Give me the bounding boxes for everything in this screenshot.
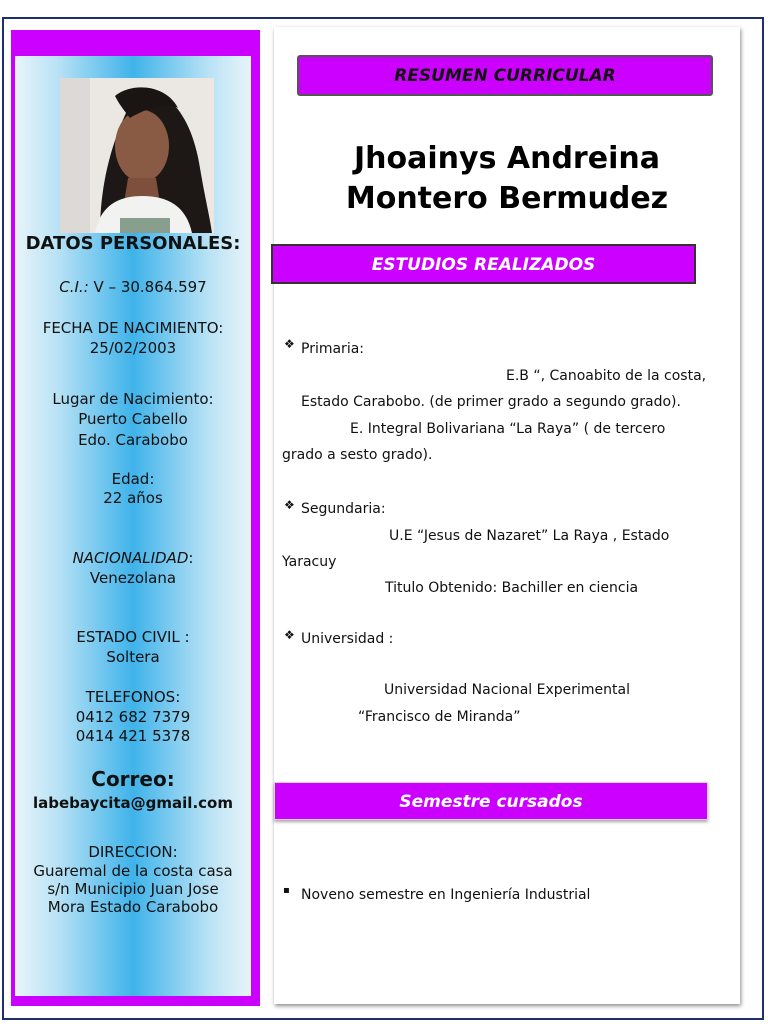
primaria-label: Primaria:: [301, 341, 364, 357]
nacionalidad-label: NACIONALIDAD: [72, 549, 189, 567]
semestre-item: Noveno semestre en Ingeniería Industrial: [301, 887, 591, 903]
segundaria-line-3: Titulo Obtenido: Bachiller en ciencia: [385, 580, 639, 596]
candidate-name: [274, 139, 740, 219]
nacionalidad-value: Venezolana: [89, 569, 177, 587]
direccion-line-3: Mora Estado Carabobo: [47, 898, 219, 916]
ci-value: V – 30.864.597: [88, 278, 207, 296]
correo-value: labebaycita@gmail.com: [33, 794, 233, 812]
sidebar-panel: [15, 56, 251, 996]
edad-value: 22 años: [103, 489, 163, 507]
lugar-value-1: Puerto Cabello: [78, 410, 188, 428]
primaria-line-2: Estado Carabobo. (de primer grado a segundo grado).: [301, 394, 681, 410]
estudios-banner: ESTUDIOS REALIZADOS: [271, 244, 696, 284]
telefono-2: 0414 421 5378: [75, 727, 191, 745]
primaria-line-1: E.B “, Canoabito de la costa,: [506, 368, 707, 384]
fecha-label: FECHA DE NACIMIENTO:: [42, 319, 224, 337]
correo-title: Correo:: [91, 767, 175, 791]
profile-photo: [60, 78, 214, 233]
name-line-1: Jhoainys Andreina: [354, 141, 660, 176]
diamond-bullet-icon: ❖: [284, 498, 295, 512]
segundaria-line-1: U.E “Jesus de Nazaret” La Raya , Estado: [389, 528, 670, 544]
semestre-banner: Semestre cursados: [274, 782, 708, 820]
nacionalidad-colon: :: [188, 549, 194, 567]
lugar-value-2: Edo. Carabobo: [78, 431, 188, 449]
name-line-2: Montero Bermudez: [345, 181, 669, 216]
diamond-bullet-icon: ❖: [284, 628, 295, 642]
main-panel: [274, 27, 740, 1004]
estado-civil-label: ESTADO CIVIL :: [76, 628, 190, 646]
segundaria-label: Segundaria:: [301, 501, 386, 517]
lugar-label: Lugar de Nacimiento:: [52, 390, 214, 408]
segundaria-line-2: Yaracuy: [282, 554, 337, 570]
square-bullet-icon: ▪: [283, 885, 290, 896]
direccion-label: DIRECCION:: [88, 843, 178, 861]
direccion-line-2: s/n Municipio Juan Jose: [47, 880, 219, 898]
telefonos-label: TELEFONOS:: [85, 688, 181, 706]
sidebar: [11, 30, 260, 1006]
ci-line: [15, 278, 251, 297]
telefono-1: 0412 682 7379: [75, 708, 191, 726]
universidad-label: Universidad :: [301, 631, 394, 647]
universidad-line-1: Universidad Nacional Experimental: [384, 682, 631, 698]
fecha-value: 25/02/2003: [89, 339, 177, 357]
primaria-line-4: grado a sesto grado).: [282, 447, 433, 463]
primaria-line-3: E. Integral Bolivariana “La Raya” ( de tercero: [350, 421, 666, 437]
ci-label: C.I.:: [59, 278, 89, 296]
nacionalidad-line: [15, 549, 251, 568]
universidad-line-2: “Francisco de Miranda”: [358, 709, 521, 725]
datos-personales-title: DATOS PERSONALES:: [25, 233, 241, 254]
direccion-line-1: Guaremal de la costa casa: [33, 862, 233, 880]
resumen-banner: RESUMEN CURRICULAR: [297, 55, 713, 96]
estado-civil-value: Soltera: [106, 648, 160, 666]
diamond-bullet-icon: ❖: [284, 337, 295, 351]
edad-label: Edad:: [111, 470, 155, 488]
